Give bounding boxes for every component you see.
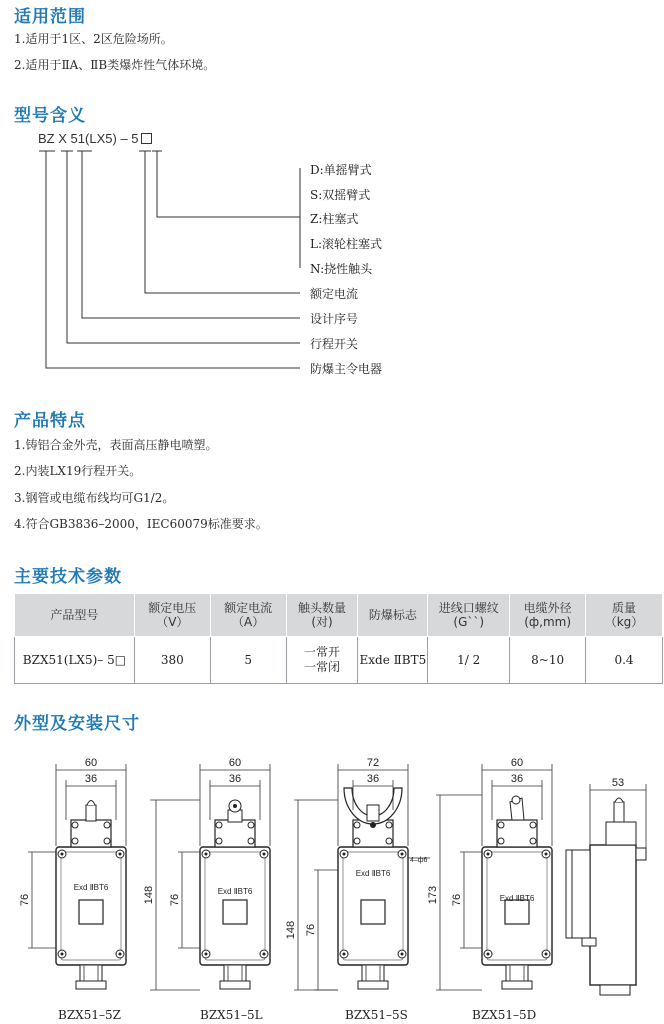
code-lx5: (LX5) bbox=[85, 131, 117, 146]
drawing-5z bbox=[56, 801, 126, 990]
cell-thread: 1/ 2 bbox=[428, 637, 510, 684]
drawing-5s bbox=[338, 788, 408, 989]
nameplate-4: Exd ⅡBT6 bbox=[499, 894, 535, 903]
code-5: 5 bbox=[131, 131, 139, 146]
feature-4: 4.符合GB3836–2000，IEC60079标准要求。 bbox=[14, 517, 268, 531]
legend-current: 额定电流 bbox=[310, 287, 359, 301]
model-title: 型号含义 bbox=[14, 106, 86, 126]
caption-5d: BZX51–5D bbox=[472, 1008, 537, 1022]
nameplate-3: Exd ⅡBT6 bbox=[355, 869, 391, 878]
dim-60-b: 60 bbox=[228, 757, 242, 769]
cell-model: BZX51(LX5)– 5□ bbox=[15, 637, 135, 684]
feature-1: 1.铸铝合金外壳，表面高压静电喷塑。 bbox=[14, 438, 218, 452]
dim-76-b: 76 bbox=[169, 893, 181, 907]
dim-76-a: 76 bbox=[19, 893, 31, 907]
nameplate-1: Exd ⅡBT6 bbox=[73, 883, 109, 892]
scope-item-2: 2.适用于ⅡA、ⅡB类爆炸性气体环境。 bbox=[14, 58, 216, 72]
caption-5l: BZX51–5L bbox=[200, 1008, 263, 1022]
dim-53-e: 53 bbox=[611, 777, 625, 789]
caption-5s: BZX51–5S bbox=[345, 1008, 408, 1022]
table-header-row bbox=[15, 594, 663, 637]
caption-5z: BZX51–5Z bbox=[58, 1008, 121, 1022]
cell-exmark: Exde ⅡBT5 bbox=[358, 637, 428, 684]
th-mass: 质量 （kg） bbox=[586, 594, 663, 637]
code-dash: – bbox=[120, 131, 128, 146]
legend-explosion: 防爆主令电器 bbox=[310, 362, 383, 376]
dim-76-c: 76 bbox=[305, 923, 317, 937]
params-table bbox=[14, 593, 663, 684]
cell-mass: 0.4 bbox=[586, 637, 663, 684]
feature-2: 2.内装LX19行程开关。 bbox=[14, 464, 142, 478]
dim-60-d: 60 bbox=[510, 757, 524, 769]
dim-36-a: 36 bbox=[84, 773, 98, 785]
legend-n: N:挠性触头 bbox=[310, 262, 373, 276]
dim-148-b: 148 bbox=[143, 885, 155, 905]
dim-36-d: 36 bbox=[510, 773, 524, 785]
code-51: 51 bbox=[70, 131, 86, 146]
legend-z: Z:柱塞式 bbox=[310, 212, 359, 226]
dim-36-c: 36 bbox=[366, 773, 380, 785]
th-exmark: 防爆标志 bbox=[358, 594, 428, 637]
dim-72-c: 72 bbox=[366, 757, 380, 769]
drawing-5d bbox=[482, 796, 552, 989]
dim-76-d: 76 bbox=[451, 893, 463, 907]
code-bz: BZ bbox=[38, 131, 55, 146]
th-cable: 电缆外径 (ф,mm) bbox=[510, 594, 586, 637]
legend-design: 设计序号 bbox=[310, 312, 359, 326]
table-row bbox=[15, 637, 663, 684]
dims-title: 外型及安装尺寸 bbox=[14, 714, 140, 734]
th-voltage: 额定电压 （V） bbox=[134, 594, 210, 637]
code-x: X bbox=[58, 131, 67, 146]
legend-s: S:双摇臂式 bbox=[310, 188, 371, 202]
scope-item-1: 1.适用于1区、2区危险场所。 bbox=[14, 32, 173, 46]
params-title: 主要技术参数 bbox=[14, 567, 122, 587]
cell-voltage: 380 bbox=[134, 637, 210, 684]
cell-contacts: 一常开 一常闭 bbox=[286, 637, 358, 684]
feature-3: 3.钢管或电缆布线均可G1/2。 bbox=[14, 491, 175, 505]
model-tree-lines bbox=[0, 140, 320, 380]
features-title: 产品特点 bbox=[14, 411, 86, 431]
legend-d: D:单摇臂式 bbox=[310, 163, 372, 177]
dim-173-d: 173 bbox=[427, 885, 439, 905]
th-thread: 进线口螺纹 (G``) bbox=[428, 594, 510, 637]
nameplate-2: Exd ⅡBT6 bbox=[217, 887, 253, 896]
cell-cable: 8~10 bbox=[510, 637, 586, 684]
legend-l: L:滚轮柱塞式 bbox=[310, 237, 383, 251]
th-model: 产品型号 bbox=[15, 594, 135, 637]
dim-36-b: 36 bbox=[228, 773, 242, 785]
dim-holes: 4–ф6 bbox=[410, 857, 428, 864]
scope-title: 适用范围 bbox=[14, 7, 86, 27]
dim-148-c: 148 bbox=[285, 920, 297, 940]
dimension-drawings bbox=[0, 750, 664, 1024]
dim-60-a: 60 bbox=[84, 757, 98, 769]
drawing-side bbox=[566, 798, 646, 995]
cell-current: 5 bbox=[210, 637, 286, 684]
th-contacts: 触头数量 (对) bbox=[286, 594, 358, 637]
th-current: 额定电流 （A） bbox=[210, 594, 286, 637]
legend-travel: 行程开关 bbox=[310, 337, 359, 351]
